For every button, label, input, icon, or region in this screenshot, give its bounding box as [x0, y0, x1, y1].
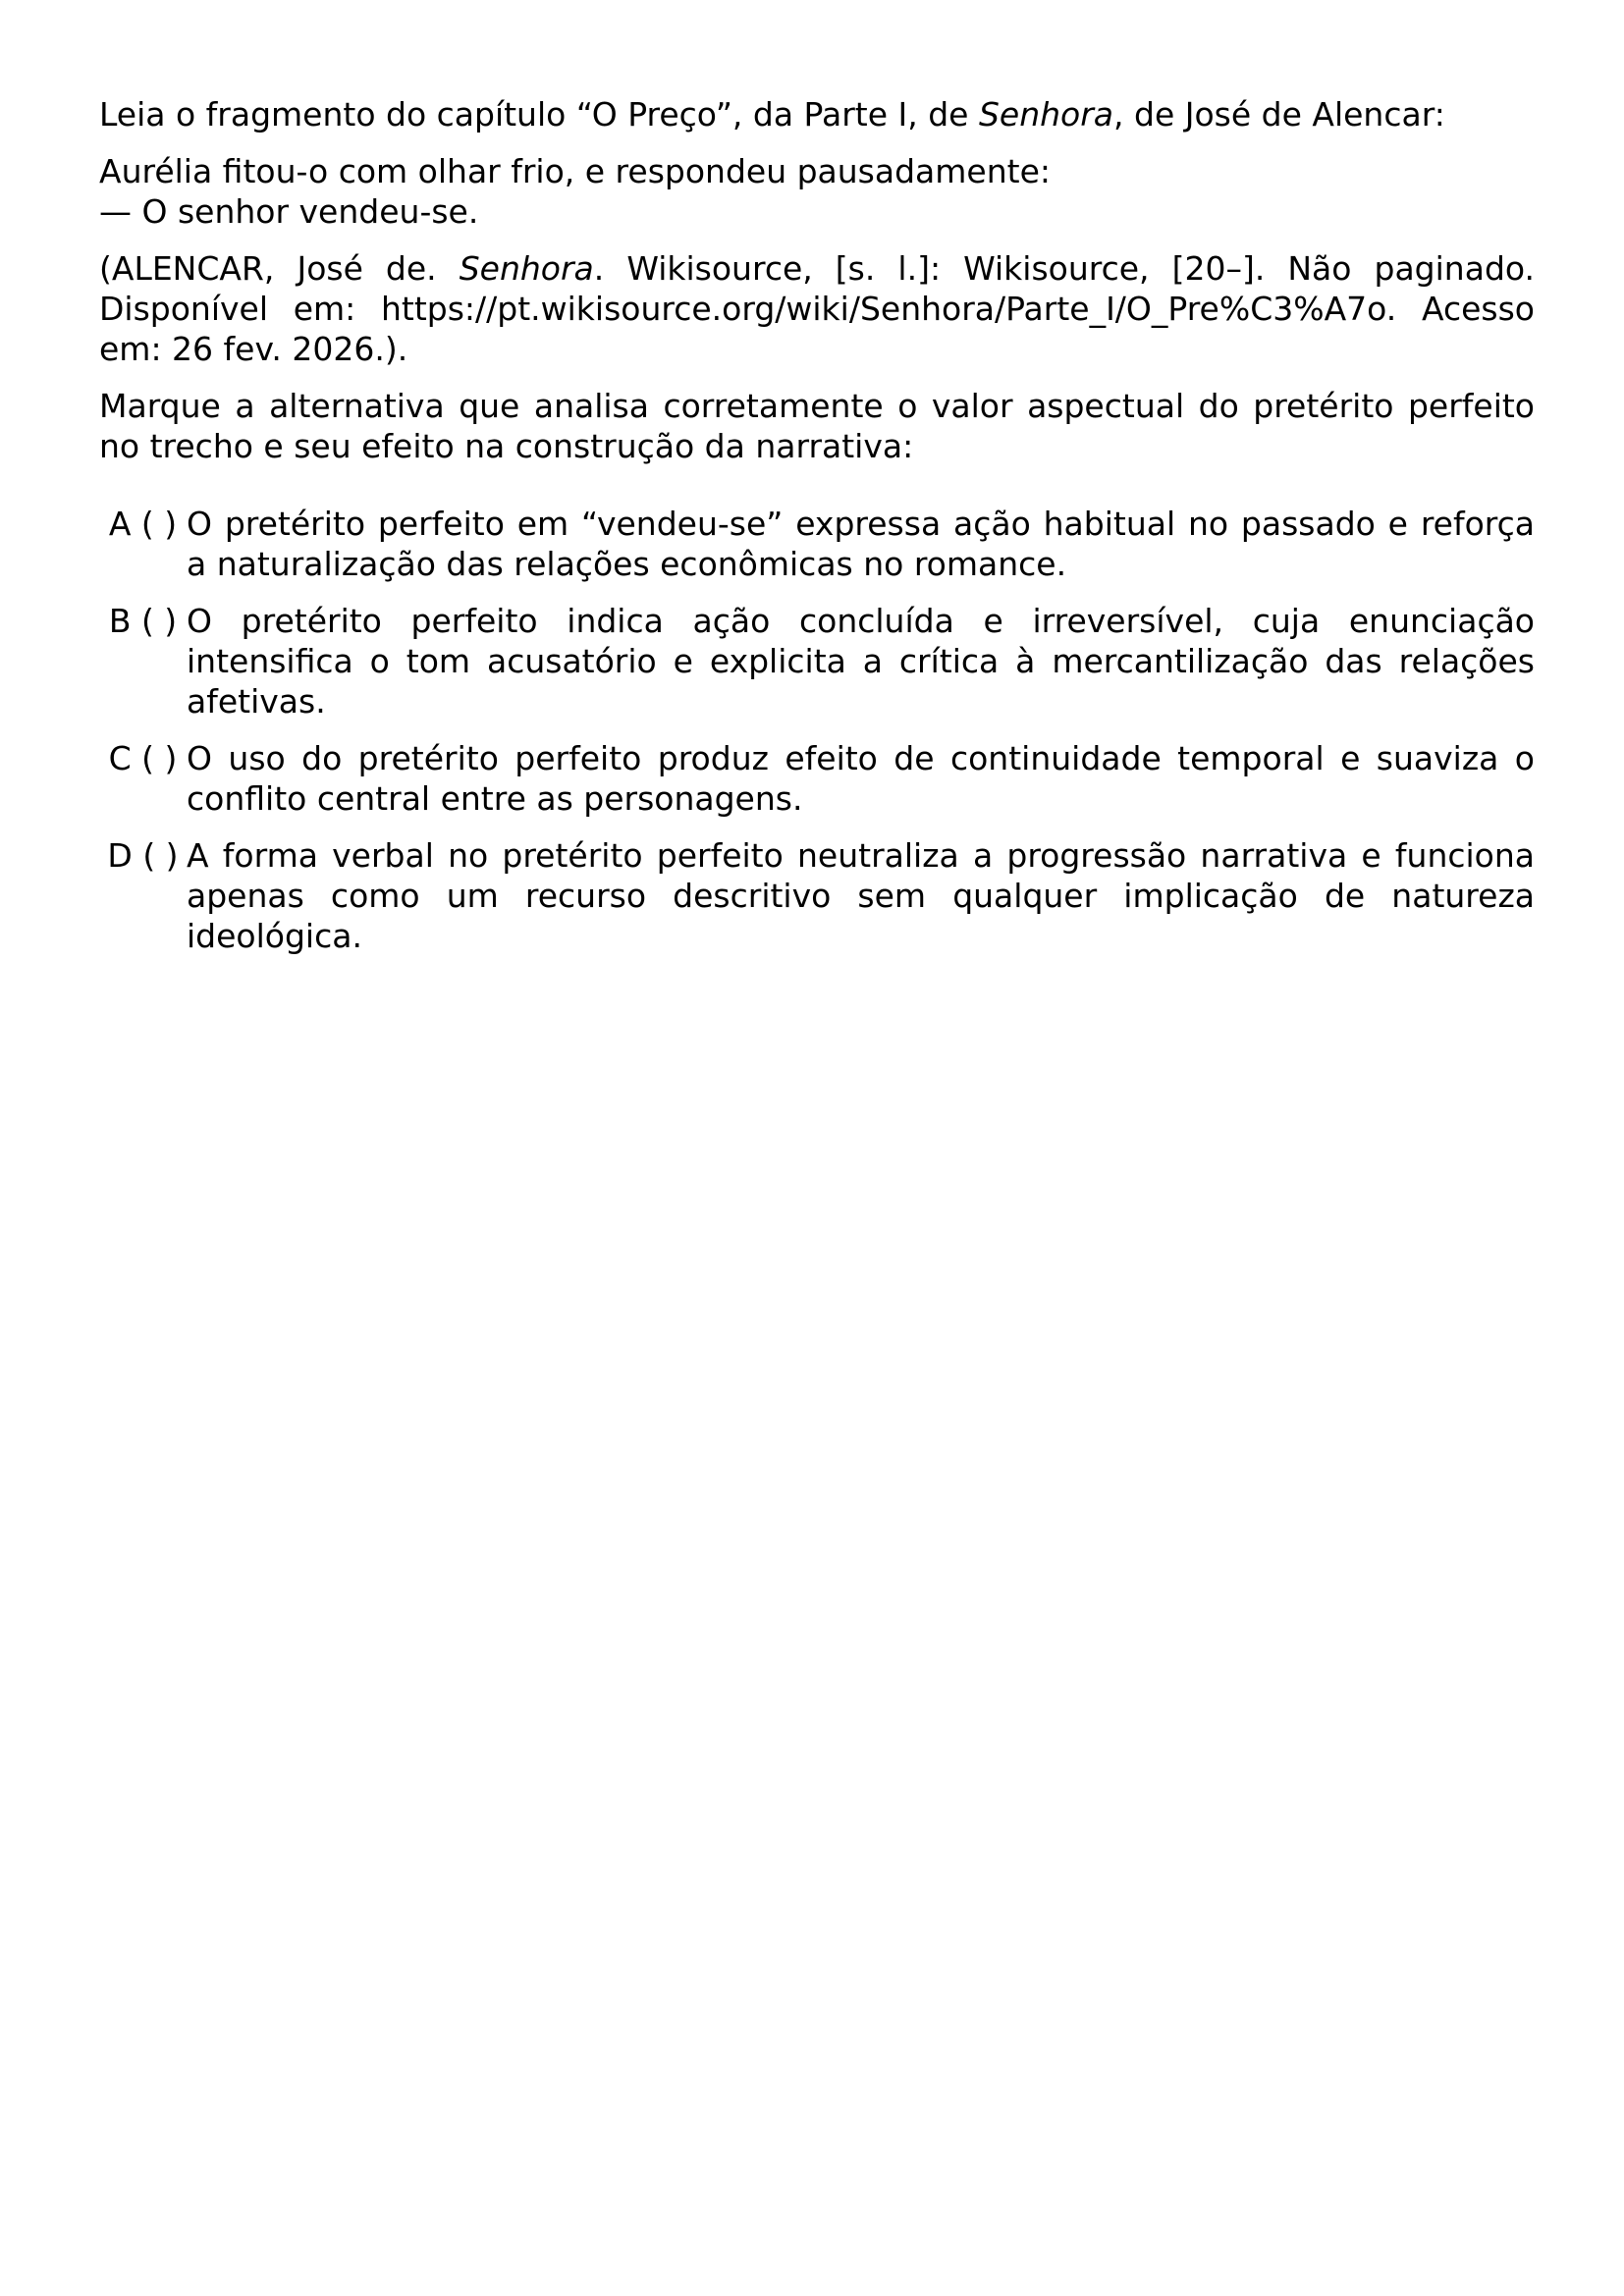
intro-text-before: Leia o fragmento do capítulo “O Preço”, da Parte I, de [99, 95, 979, 133]
citation-text-before: (ALENCAR, José de. [99, 249, 460, 288]
option-c-checkbox-label[interactable]: C ( ) [108, 739, 178, 777]
excerpt-quote [99, 151, 1535, 232]
answer-option-d[interactable] [99, 835, 1535, 956]
option-d-checkbox-label[interactable]: D ( ) [107, 836, 179, 875]
excerpt-line-dialogue: — O senhor vendeu-se. [99, 192, 479, 231]
document-page [99, 94, 1535, 973]
option-d-text: A forma verbal no pretérito perfeito neutraliza a progressão narrativa e funciona apenas como um recurso descritivo sem qualquer implicação de natureza ideológica. [187, 836, 1535, 955]
option-a-checkbox-label[interactable]: A ( ) [108, 505, 178, 543]
answer-options-list [99, 504, 1535, 956]
citation-work-title: Senhora [459, 249, 594, 288]
intro-work-title: Senhora [978, 95, 1114, 133]
answer-option-c[interactable] [99, 738, 1535, 819]
option-a-text: O pretérito perfeito em “vendeu-se” expressa ação habitual no passado e reforça a naturalização das relações econômicas no romance. [187, 505, 1535, 583]
option-c-text: O uso do pretérito perfeito produz efeito de continuidade temporal e suaviza o conflito central entre as personagens. [187, 739, 1535, 818]
intro-paragraph [99, 94, 1535, 134]
option-b-checkbox-label[interactable]: B ( ) [108, 602, 178, 640]
bibliographic-citation [99, 248, 1535, 369]
intro-text-after: , de José de Alencar: [1113, 95, 1445, 133]
option-b-text: O pretérito perfeito indica ação concluída e irreversível, cuja enunciação intensifica o tom acusatório e explicita a crítica à mercantilização das relações afetivas. [187, 602, 1535, 721]
answer-option-b[interactable] [99, 601, 1535, 721]
answer-option-a[interactable] [99, 504, 1535, 584]
excerpt-line-narration: Aurélia fitou-o com olhar frio, e respondeu pausadamente: [99, 152, 1051, 190]
question-prompt: Marque a alternativa que analisa corretamente o valor aspectual do pretérito perfeito no trecho e seu efeito na construção da narrativa: [99, 387, 1535, 465]
citation-text-after: . Wikisource, [s. l.]: Wikisource, [20–]. Não paginado. Disponível em: https://pt.wikisource.org/wiki/Senhora/Parte_I/O_Pre%C3%A7o. Acesso em: 26 fev. 2026.). [99, 249, 1535, 368]
